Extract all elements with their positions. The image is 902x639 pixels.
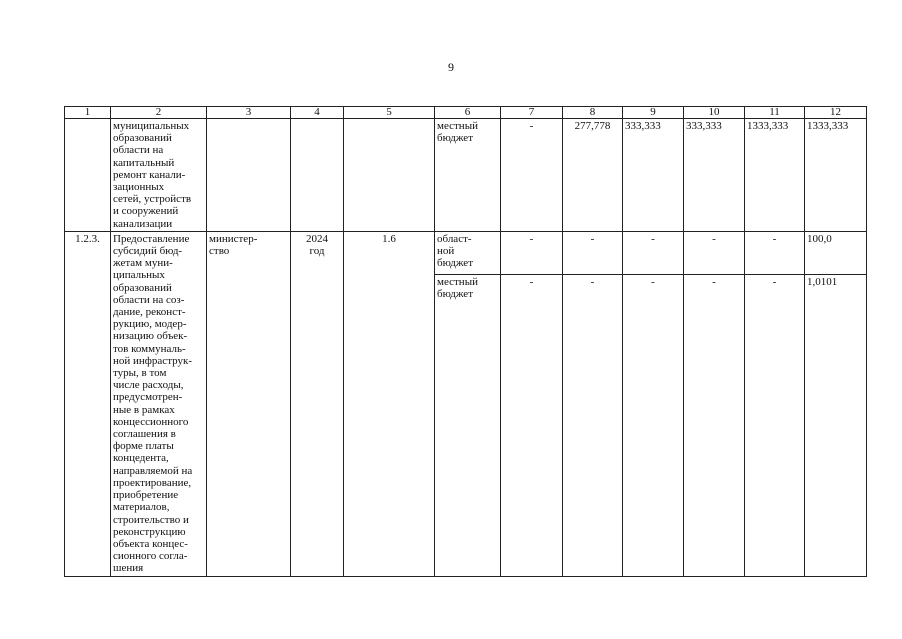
value-cell: 1333,333 xyxy=(805,119,867,232)
code-cell xyxy=(344,119,435,232)
year-cell: 2024 год xyxy=(291,231,344,576)
funding-source-cell: местный бюджет xyxy=(435,274,501,576)
value-cell: - xyxy=(563,231,623,274)
value-cell: 100,0 xyxy=(805,231,867,274)
header-cell: 5 xyxy=(344,107,435,119)
header-cell: 9 xyxy=(623,107,684,119)
code-cell: 1.6 xyxy=(344,231,435,576)
header-cell: 12 xyxy=(805,107,867,119)
executor-cell: министер- ство xyxy=(207,231,291,576)
header-cell: 10 xyxy=(684,107,745,119)
value-cell: - xyxy=(501,231,563,274)
measure-name-cell: Предоставление субсидий бюд- жетам муни- ципальных образований области на соз- дание, реконст- рукцию, модер- низацию объек- тов коммуналь- ной инфраструк- туры, в том числе расходы, предусмотрен- ные в рамках концессионного соглашения в форме платы концедента, направляемой на проектирование, приобретение материалов, строительство и реконструкцию объекта концес- сионного согла- шения xyxy=(111,231,207,576)
page-number: 9 xyxy=(448,60,454,74)
value-cell: - xyxy=(623,231,684,274)
value-cell: 333,333 xyxy=(684,119,745,232)
value-cell: - xyxy=(745,231,805,274)
header-cell: 11 xyxy=(745,107,805,119)
header-cell: 7 xyxy=(501,107,563,119)
table-row xyxy=(65,231,867,274)
funding-source-cell: местный бюджет xyxy=(435,119,501,232)
value-cell: 333,333 xyxy=(623,119,684,232)
table-row xyxy=(65,119,867,232)
value-cell: 1333,333 xyxy=(745,119,805,232)
value-cell: - xyxy=(745,274,805,576)
value-cell: 277,778 xyxy=(563,119,623,232)
value-cell: 1,0101 xyxy=(805,274,867,576)
header-cell: 4 xyxy=(291,107,344,119)
measure-name-cell: муниципальных образований области на капитальный ремонт канали- зационных сетей, устройств и сооружений канализации xyxy=(111,119,207,232)
value-cell: - xyxy=(684,231,745,274)
budget-table xyxy=(64,106,867,577)
value-cell: - xyxy=(563,274,623,576)
row-number-cell xyxy=(65,119,111,232)
executor-cell xyxy=(207,119,291,232)
value-cell: - xyxy=(501,274,563,576)
funding-source-cell: област- ной бюджет xyxy=(435,231,501,274)
header-cell: 8 xyxy=(563,107,623,119)
year-cell xyxy=(291,119,344,232)
value-cell: - xyxy=(623,274,684,576)
header-cell: 2 xyxy=(111,107,207,119)
header-cell: 3 xyxy=(207,107,291,119)
row-number-cell: 1.2.3. xyxy=(65,231,111,576)
value-cell: - xyxy=(501,119,563,232)
header-row xyxy=(65,107,867,119)
header-cell: 6 xyxy=(435,107,501,119)
header-cell: 1 xyxy=(65,107,111,119)
value-cell: - xyxy=(684,274,745,576)
